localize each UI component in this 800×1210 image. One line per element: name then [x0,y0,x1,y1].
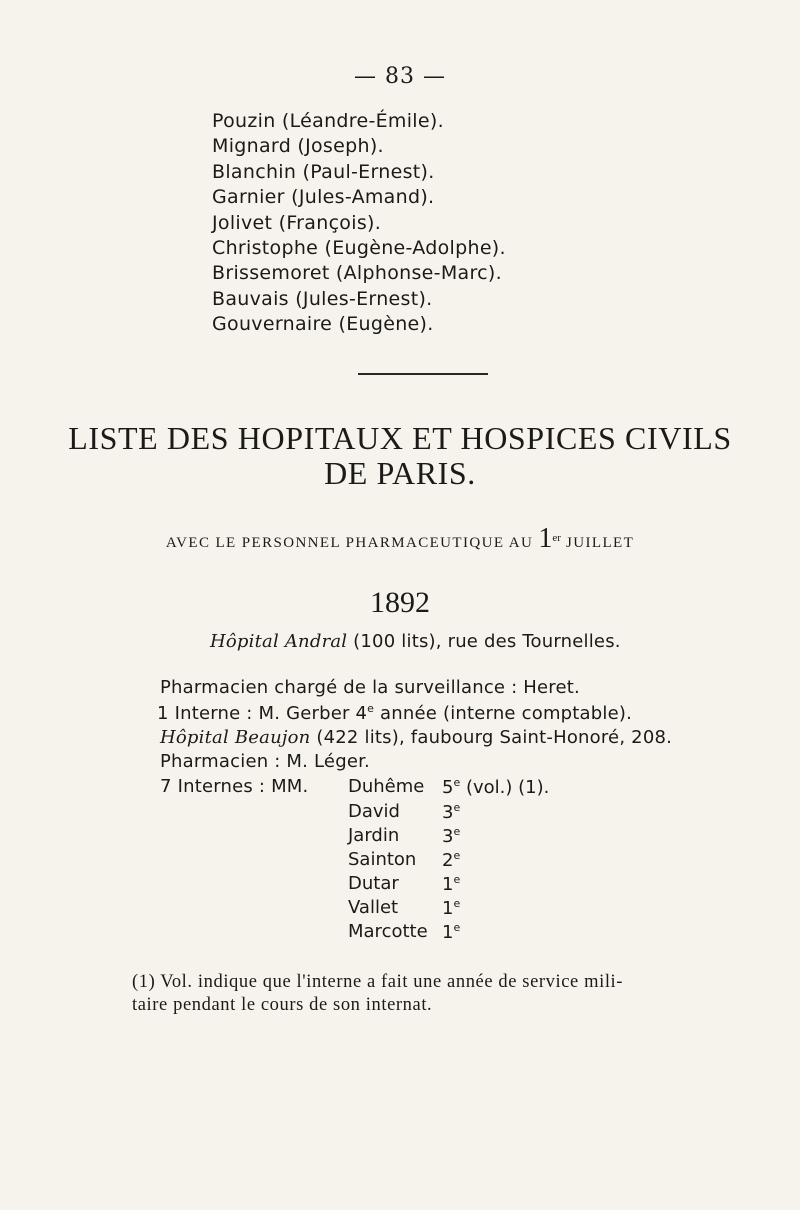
intern-name: Marcotte [348,921,428,942]
intern-year [442,873,460,895]
intern-year [442,825,460,847]
section-divider [358,373,488,375]
name-list-item: Pouzin (Léandre-Émile). [212,110,444,132]
intern-year-suffix: e [453,801,461,814]
intern-year-suffix: e [453,897,461,910]
subtitle-text: AVEC LE PERSONNEL PHARMACEUTIQUE AU [165,535,539,551]
hospital-andral-details: (100 lits), rue des Tournelles. [347,631,621,652]
hospital-andral [210,631,621,652]
section-title-line-2: DE PARIS. [324,455,476,491]
intern-name: Sainton [348,849,417,870]
subtitle-day-suffix: er [552,532,561,544]
intern-name: Jardin [348,825,400,846]
intern-year [442,776,549,798]
footnote-line-1: (1) Vol. indique que l'interne a fait une année de service mili- [132,972,624,992]
section-title-line-1: LISTE DES HOPITAUX ET HOSPICES CIVILS [68,420,732,456]
name-list-item: Garnier (Jules-Amand). [212,186,435,209]
intern-year-number: 1 [442,874,454,895]
name-list-item: Gouvernaire (Eugène). [212,313,434,336]
andral-interne-text: 1 Interne : M. Gerber 4 [157,703,368,724]
section-subtitle [0,523,800,555]
intern-year-number: 3 [442,826,454,847]
intern-year-number: 2 [442,850,454,871]
intern-year-suffix: e [453,776,461,789]
andral-pharmacien: Pharmacien chargé de la surveillance : Heret. [160,677,580,698]
intern-name: David [348,801,400,822]
beaujon-interns-label: 7 Internes : MM. [160,776,309,797]
hospital-beaujon-name: Hôpital Beaujon [160,727,311,748]
intern-year-number: 5 [442,777,454,798]
name-list-item: Jolivet (François). [212,211,382,234]
footnote-line-2: taire pendant le cours de son internat. [132,995,433,1015]
intern-name: Vallet [348,897,399,918]
andral-interne-suffix: e [367,702,375,715]
andral-interne-rest: année (interne comptable). [374,703,633,724]
page-number: — 83 — [354,64,446,89]
hospital-andral-name: Hôpital Andral [210,631,348,652]
year-heading: 1892 [370,586,430,619]
intern-year-number: 1 [442,922,454,943]
intern-year-suffix: e [453,921,461,934]
intern-name: Dutar [348,873,399,894]
hospital-beaujon-details: (422 lits), faubourg Saint-Honoré, 208. [310,727,673,748]
intern-year [442,801,460,823]
hospital-beaujon [160,727,672,748]
intern-year [442,849,460,871]
name-list-item: Brissemoret (Alphonse-Marc). [212,262,502,285]
intern-year-number: 3 [442,802,454,823]
pharmacist-name-list [212,109,506,338]
andral-interne [157,702,632,724]
name-list-item: Christophe (Eugène-Adolphe). [212,236,506,259]
intern-year-suffix: e [453,825,461,838]
intern-year [442,897,460,919]
intern-year-suffix: e [453,873,461,886]
subtitle-day: 1 [538,523,553,554]
intern-year-suffix: e [453,849,461,862]
name-list-item: Bauvais (Jules-Ernest). [212,287,433,310]
beaujon-pharmacien: Pharmacien : M. Léger. [160,751,370,772]
name-list-item: Mignard (Joseph). [212,135,384,158]
intern-name: Duhême [348,776,425,797]
intern-year [442,921,460,943]
intern-year-number: 1 [442,898,454,919]
intern-year-note: (vol.) (1). [460,777,550,798]
subtitle-month: JUILLET [560,535,635,551]
name-list-item: Blanchin (Paul-Ernest). [212,160,435,183]
